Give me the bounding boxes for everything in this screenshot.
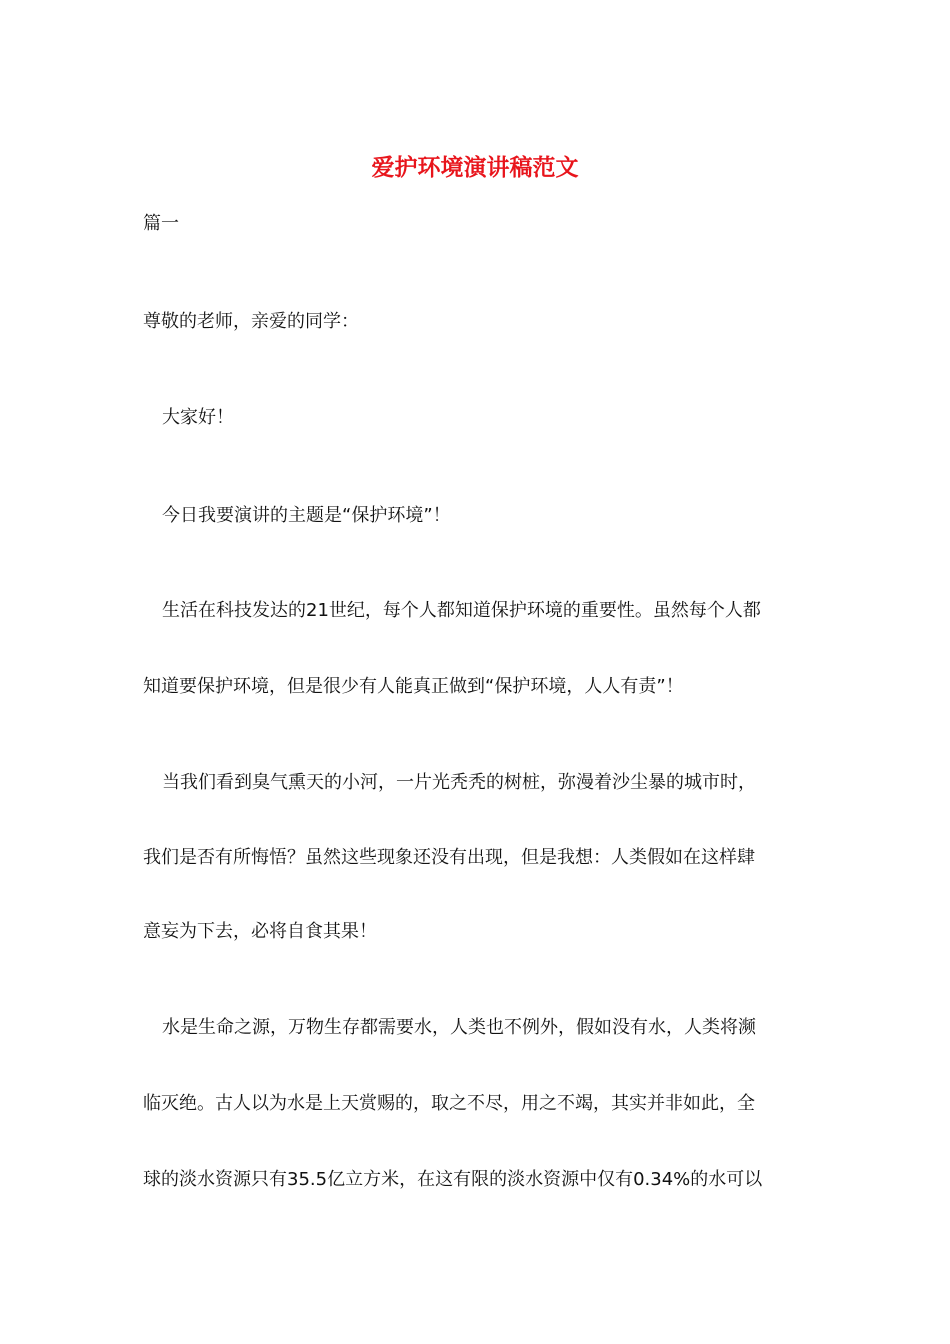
paragraph-line: 临灭绝。古人以为水是上天赏赐的，取之不尽，用之不竭，其实并非如此，全 bbox=[143, 1093, 755, 1114]
paragraph-line: 球的淡水资源只有35.5亿立方米，在这有限的淡水资源中仅有0.34%的水可以 bbox=[143, 1169, 763, 1190]
paragraph-line: 我们是否有所悔悟？虽然这些现象还没有出现，但是我想：人类假如在这样肆 bbox=[143, 847, 755, 868]
paragraph-line: 水是生命之源，万物生存都需要水，人类也不例外，假如没有水，人类将濒 bbox=[162, 1017, 756, 1038]
paragraph-line: 知道要保护环境，但是很少有人能真正做到“保护环境，人人有责”！ bbox=[143, 676, 684, 697]
paragraph-line: 意妄为下去，必将自食其果！ bbox=[143, 921, 377, 942]
salutation-line: 尊敬的老师，亲爱的同学： bbox=[143, 311, 359, 332]
paragraph-line: 生活在科技发达的21世纪，每个人都知道保护环境的重要性。虽然每个人都 bbox=[162, 600, 761, 621]
document-title: 爱护环境演讲稿范文 bbox=[371, 154, 579, 181]
topic-line: 今日我要演讲的主题是“保护环境”！ bbox=[162, 505, 451, 526]
paragraph-line: 当我们看到臭气熏天的小河，一片光秃秃的树桩，弥漫着沙尘暴的城市时， bbox=[162, 772, 756, 793]
greeting-line: 大家好！ bbox=[162, 407, 234, 428]
section-heading: 篇一 bbox=[143, 213, 179, 234]
